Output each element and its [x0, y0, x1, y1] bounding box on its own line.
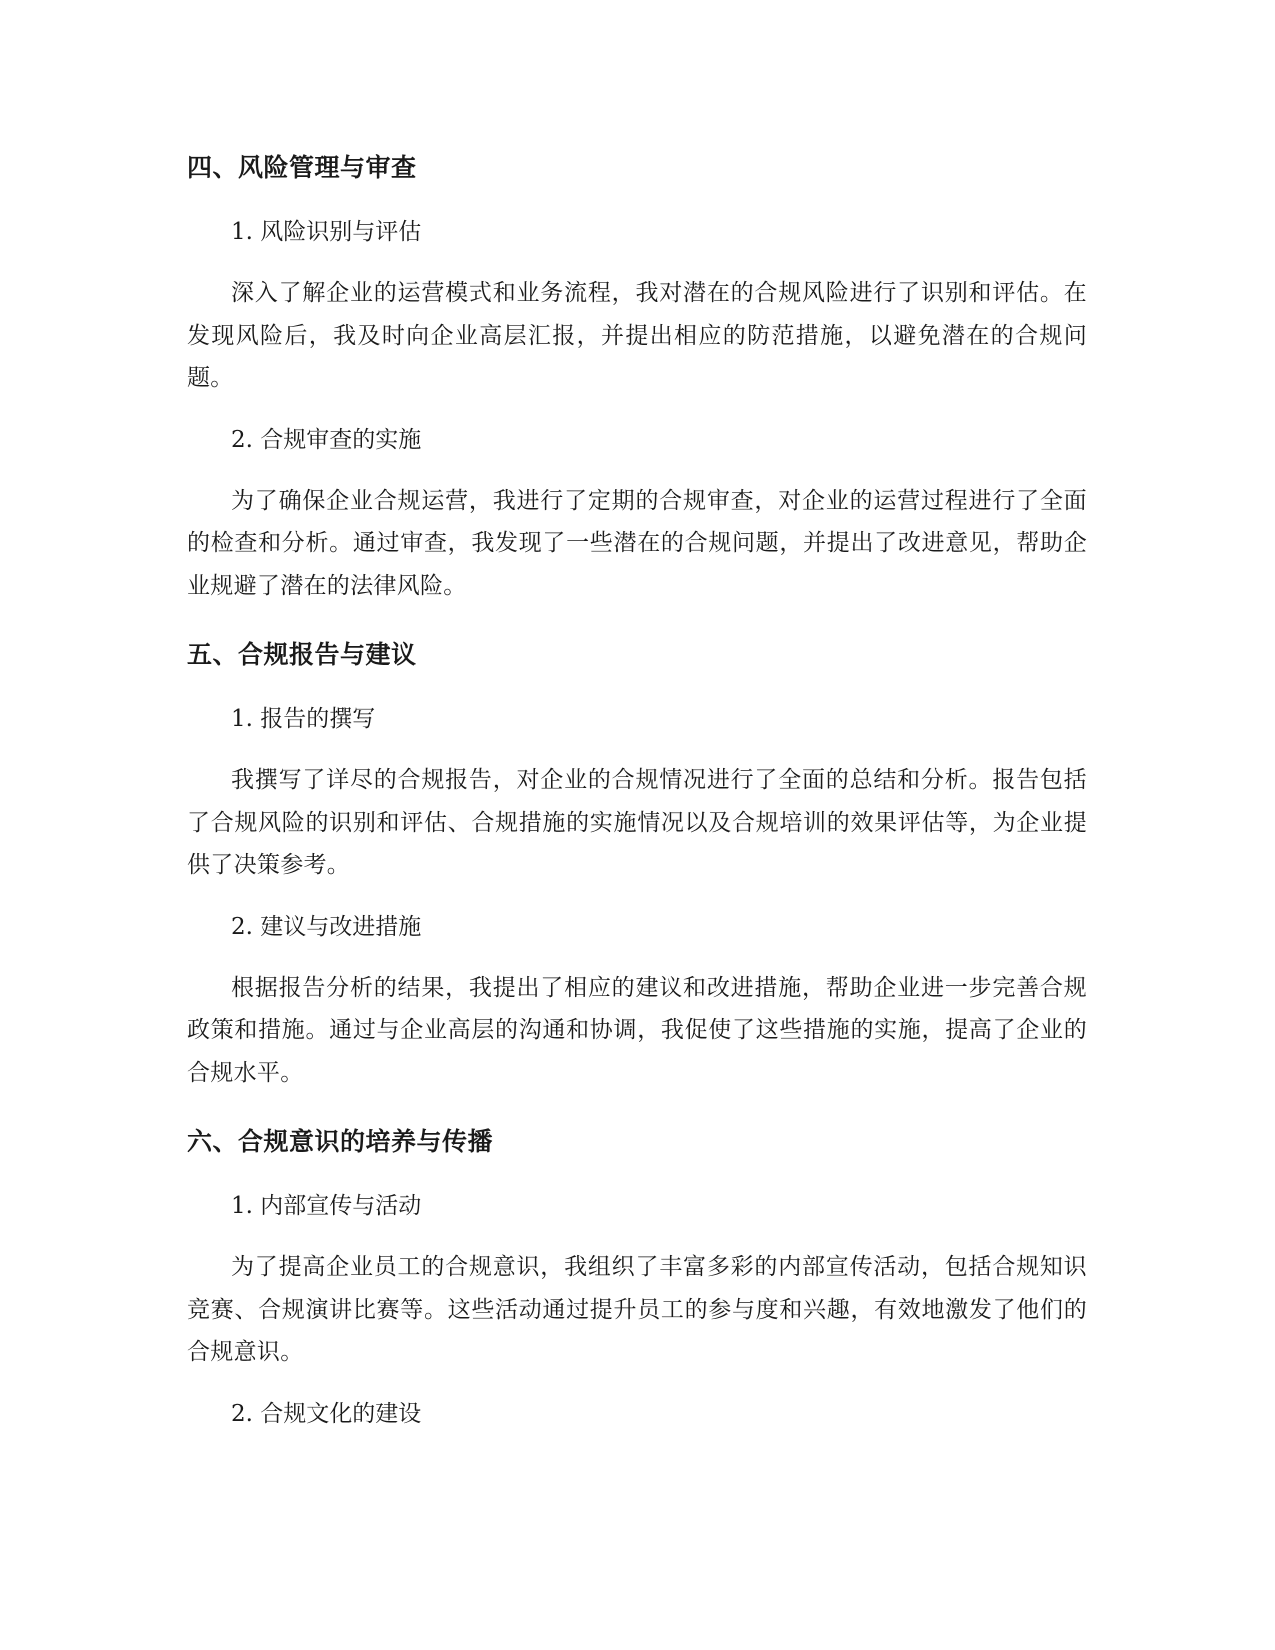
subtitle-compliance-review: 2. 合规审查的实施 [231, 426, 422, 453]
paragraph-compliance-review: 为了确保企业合规运营，我进行了定期的合规审查，对企业的运营过程进行了全面的检查和分析。通过审查，我发现了一些潜在的合规问题，并提出了改进意见，帮助企业规避了潜在的法律风险。 [187, 487, 1087, 599]
document-page [187, 150, 1087, 1432]
subtitle-internal-promotion: 1. 内部宣传与活动 [231, 1193, 422, 1219]
paragraph-internal-promotion: 为了提高企业员工的合规意识，我组织了丰富多彩的内部宣传活动，包括合规知识竞赛、合规演讲比赛等。这些活动通过提升员工的参与度和兴趣，有效地激发了他们的合规意识。 [187, 1254, 1087, 1365]
paragraph-report-writing: 我撰写了详尽的合规报告，对企业的合规情况进行了全面的总结和分析。报告包括了合规风险的识别和评估、合规措施的实施情况以及合规培训的效果评估等，为企业提供了决策参考。 [187, 767, 1087, 878]
subtitle-report-writing: 1. 报告的撰写 [231, 706, 376, 732]
paragraph-risk-identification: 深入了解企业的运营模式和业务流程，我对潜在的合规风险进行了识别和评估。在发现风险后，我及时向企业高层汇报，并提出相应的防范措施，以避免潜在的合规问题。 [187, 280, 1087, 391]
section-title-compliance-report: 五、合规报告与建议 [187, 640, 417, 669]
section-title-compliance-awareness: 六、合规意识的培养与传播 [187, 1127, 494, 1156]
subtitle-risk-identification: 1. 风险识别与评估 [231, 219, 422, 245]
paragraph-suggestions: 根据报告分析的结果，我提出了相应的建议和改进措施，帮助企业进一步完善合规政策和措施。通过与企业高层的沟通和协调，我促使了这些措施的实施，提高了企业的合规水平。 [187, 974, 1087, 1086]
subtitle-compliance-culture: 2. 合规文化的建设 [231, 1400, 422, 1427]
subtitle-suggestions: 2. 建议与改进措施 [231, 913, 422, 940]
section-title-risk-management: 四、风险管理与审查 [187, 153, 417, 182]
